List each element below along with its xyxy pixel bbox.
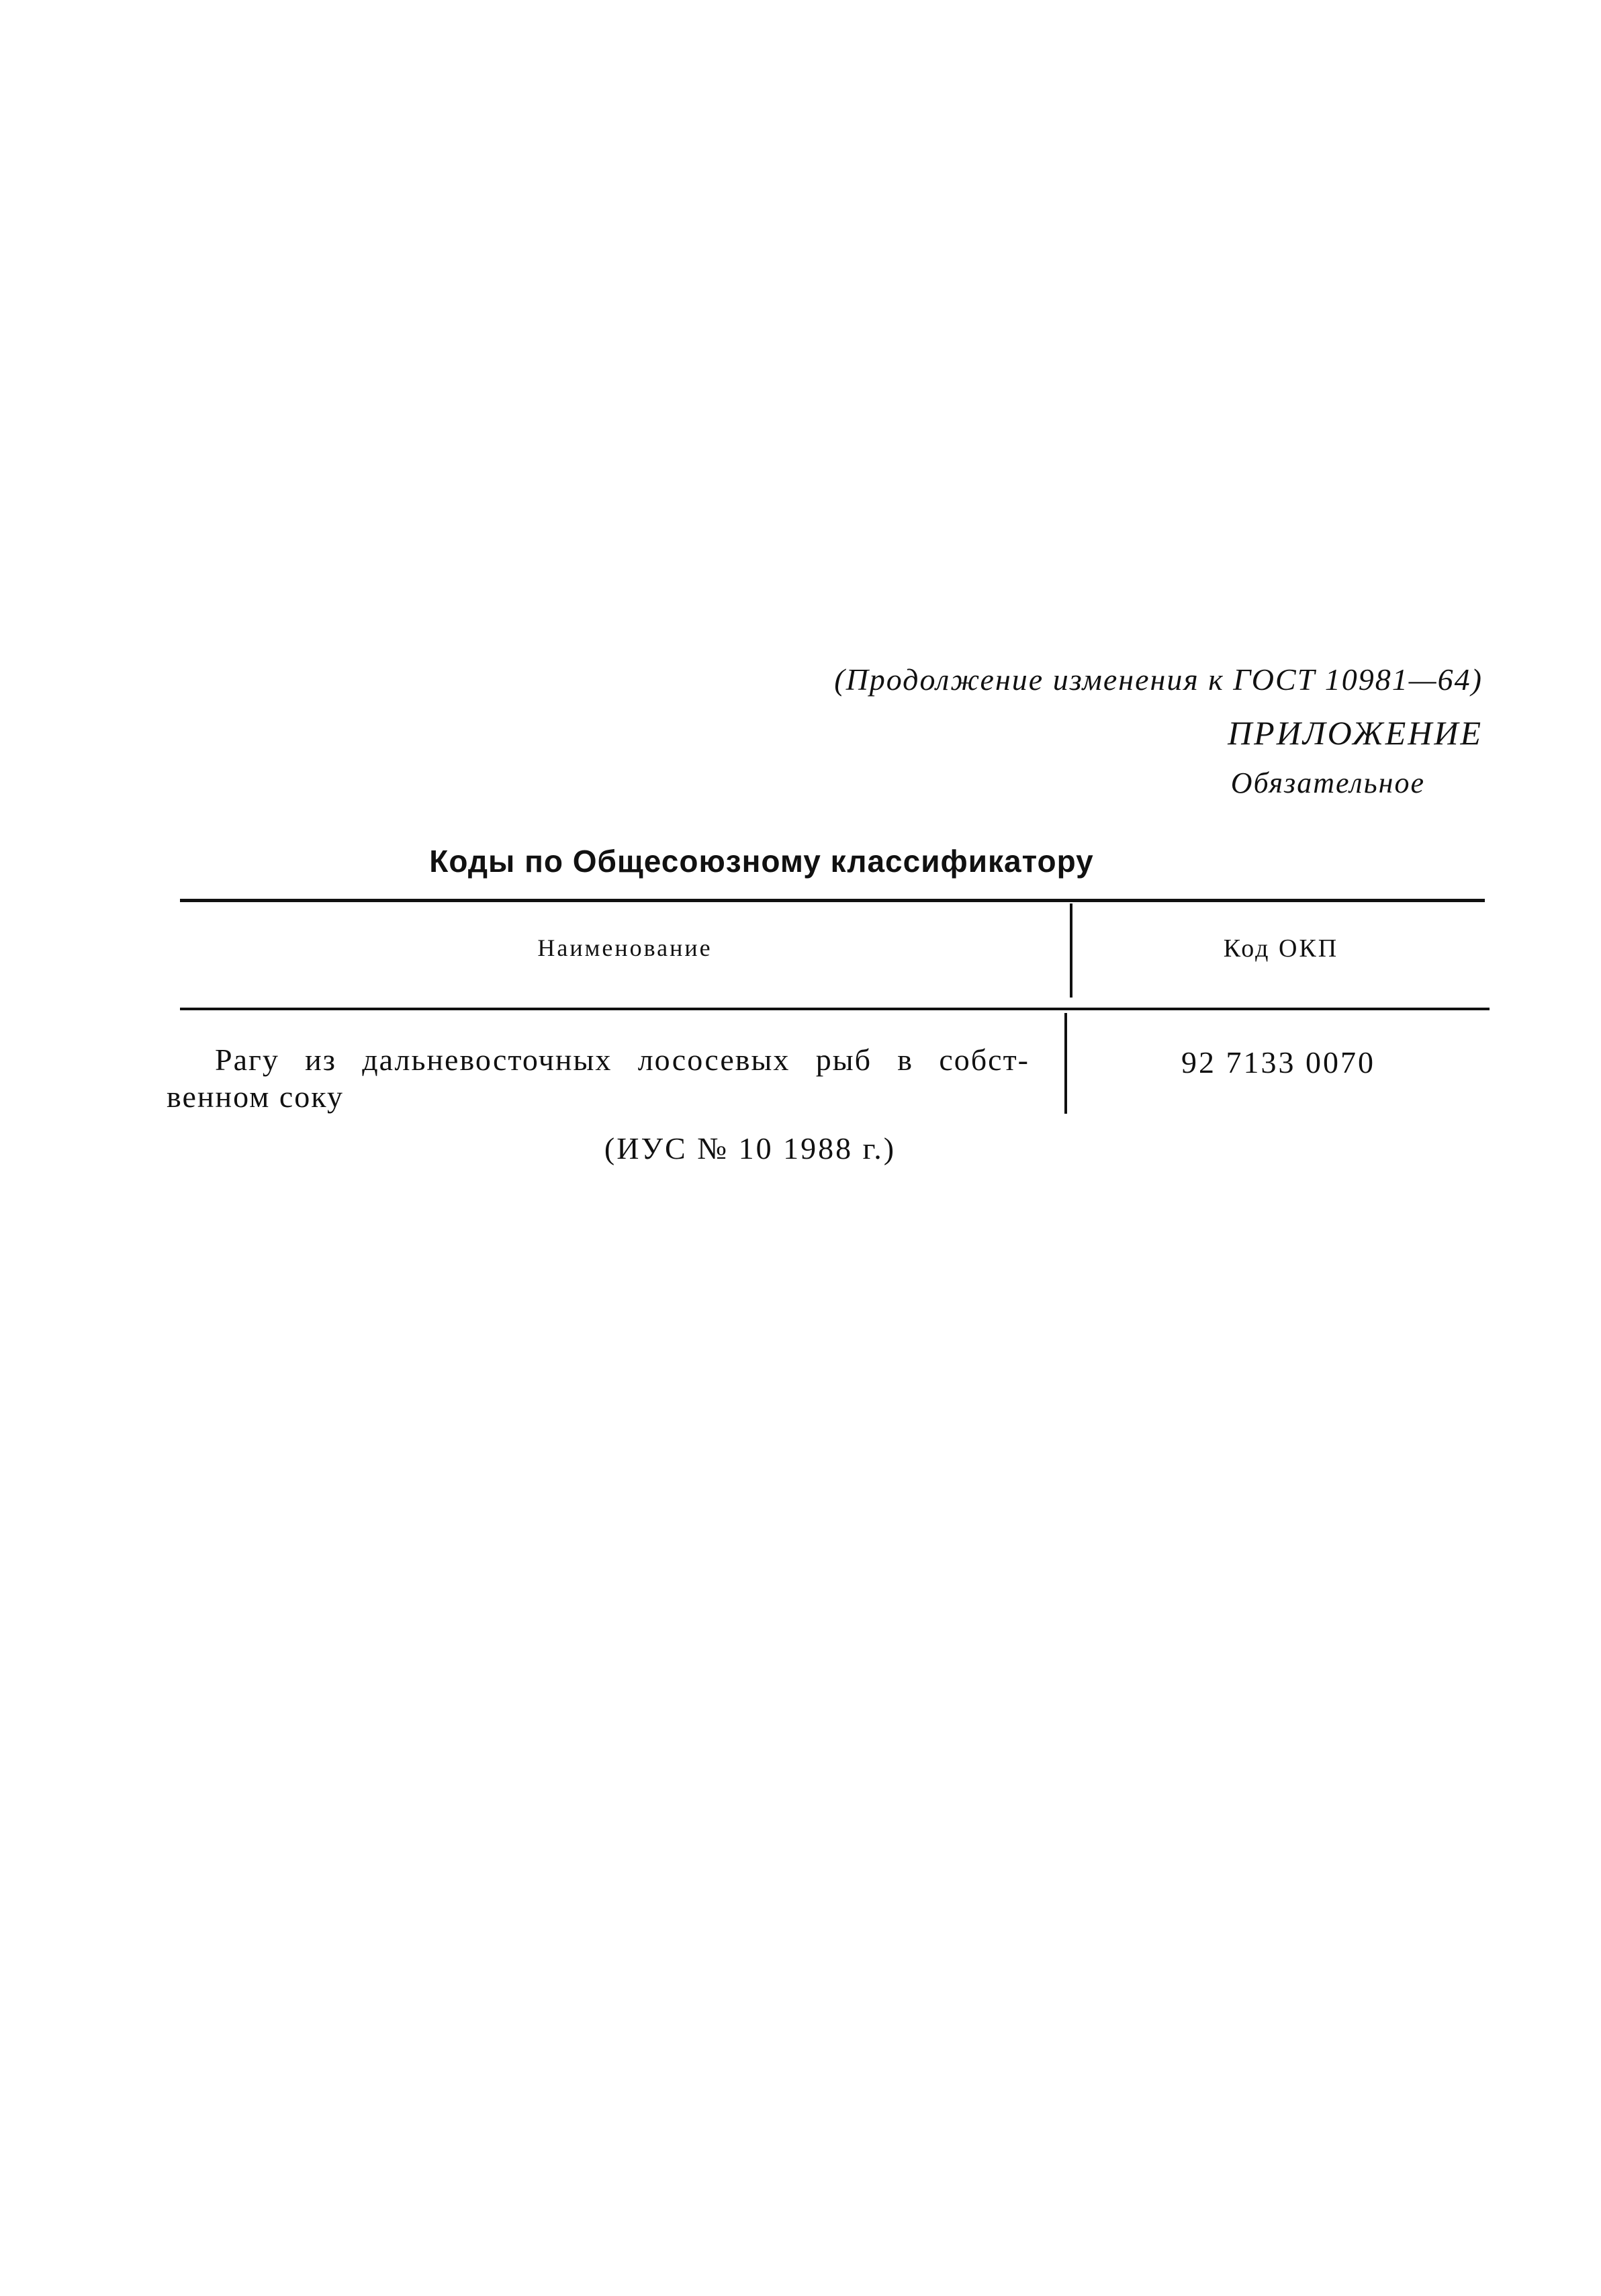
table-cell-name-line2: венном соку — [167, 1079, 344, 1114]
appendix-title: ПРИЛОЖЕНИЕ — [1228, 714, 1483, 752]
table-cell-name-line1: Рагу из дальневосточных лососевых рыб в собст- — [215, 1043, 1030, 1077]
table-header-rule — [180, 1008, 1490, 1010]
amendment-continuation-heading: (Продолжение изменения к ГОСТ 10981—64) — [834, 662, 1483, 697]
table-cell-okp-code: 92 7133 0070 — [1181, 1045, 1375, 1079]
ius-reference-note: (ИУС № 10 1988 г.) — [604, 1131, 897, 1165]
table-cell-name — [167, 1041, 1030, 1115]
table-title: Коды по Общесоюзному классификатору — [429, 844, 1094, 879]
column-header-name: Наименование — [537, 934, 713, 961]
appendix-status: Обязательное — [1230, 766, 1425, 799]
table-top-rule — [180, 899, 1485, 902]
column-header-okp-code: Код ОКП — [1223, 934, 1339, 963]
